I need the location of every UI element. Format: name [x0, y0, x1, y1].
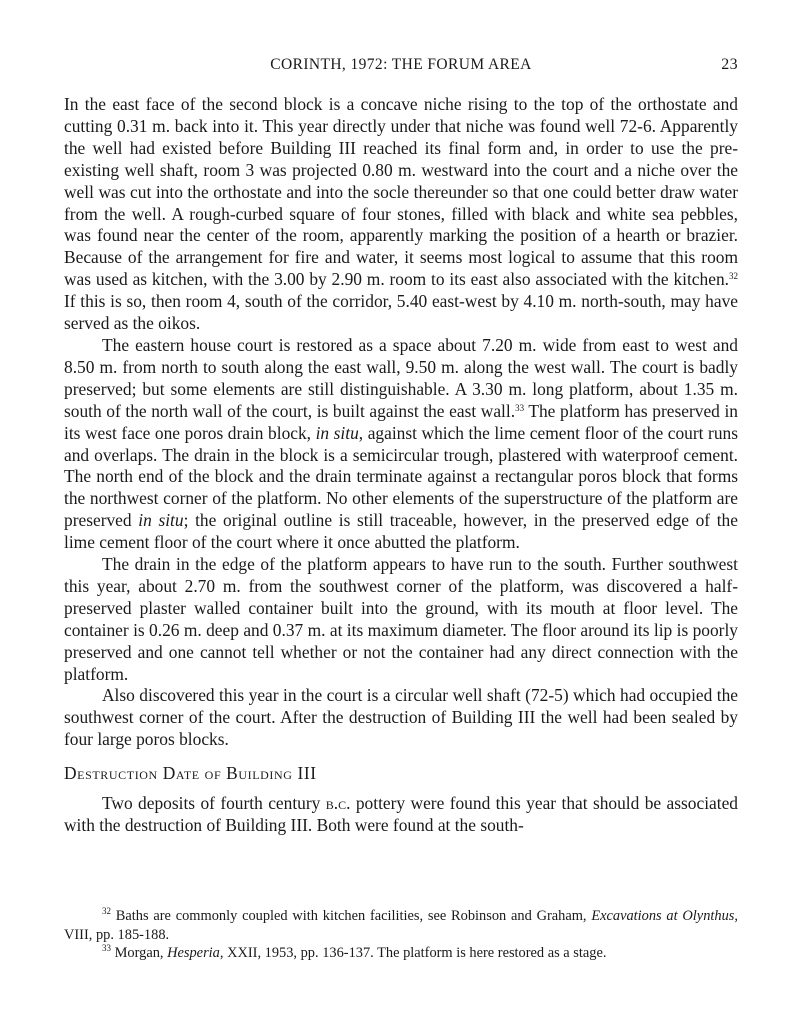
footnotes	[64, 907, 738, 963]
paragraph-1: In the east face of the second block is a concave niche rising to the top of the orthostate and cutting 0.31 m. back into it. This year directly under that niche was found well 72-6. Apparently the well had existed before Building III reached its final form and, in order to use the pre-existing well shaft, room 3 was projected 0.80 m. westward into the court and a niche over the well was cut into the orthostate and into the socle thereunder so that one could better draw water from the well. A rough-curbed square of four stones, filled with black and white sea pebbles, was found near the center of the room, apparently marking the position of a hearth or brazier. Because of the arrangement for fire and water, it seems most logical to assume that this room was used as kitchen, with the 3.00 by 2.90 m. room to its east also associated with the kitchen.$^{32}$ If this is so, then room 4, south of the corridor, 5.40 east-west by 4.10 m. north-south, may have served as the oikos.	[64, 94, 738, 334]
page-number: 23	[721, 56, 738, 73]
footnote-ref-32[interactable]: 32	[729, 271, 738, 282]
paragraph-4: Also discovered this year in the court is a circular well shaft (72-5) which had occupied the southwest corner of the court. After the destruction of Building III the well had been sealed by four large poros blocks.	[64, 685, 738, 750]
paragraph-3: The drain in the edge of the platform appears to have run to the south. Further southwest this year, about 2.70 m. from the southwest corner of the platform, was discovered a half-preserved plaster walled container built into the ground, with its mouth at floor level. The container is 0.26 m. deep and 0.37 m. at its maximum diameter. The floor around its lip is poorly preserved and one cannot tell whether or not the container had any direct connection with the platform.	[64, 554, 738, 684]
section-heading: Destruction Date of Building III	[64, 763, 317, 784]
footnote-ref-33[interactable]: 33	[515, 402, 525, 413]
footnote-32: $^{32}$ Baths are commonly coupled with kitchen facilities, see Robinson and Graham, Excavations at Olynthus, VIII, pp. 185-188.	[64, 906, 738, 943]
footnote-33: $^{33}$ Morgan, Hesperia, XXII, 1953, pp. 136-137. The platform is here restored as a stage.	[102, 943, 607, 961]
paragraph-5: Two deposits of fourth century b.c. pottery were found this year that should be associated with the destruction of Building III. Both were found at the south-	[64, 793, 738, 835]
running-header	[64, 56, 738, 82]
main-text	[64, 94, 738, 837]
paragraph-2: The eastern house court is restored as a space about 7.20 m. wide from east to west and 8.50 m. from north to south along the east wall, 9.50 m. along the west wall. The court is badly preserved; but some elements are still distinguishable. A 3.30 m. long platform, about 1.35 m. south of the north wall of the court, is built against the east wall.$^{33}$ The platform has preserved in its west face one poros drain block, in situ, against which the lime cement floor of the court runs and overlaps. The drain in the block is a semicircular trough, plastered with waterproof cement. The north end of the block and the drain terminate against a rectangular poros block that forms the northwest corner of the platform. No other elements of the superstructure of the platform are preserved in situ; the original outline is still traceable, however, in the preserved edge of the lime cement floor of the court where it once abutted the platform.	[64, 334, 738, 553]
running-title: CORINTH, 1972: THE FORUM AREA	[270, 56, 532, 73]
